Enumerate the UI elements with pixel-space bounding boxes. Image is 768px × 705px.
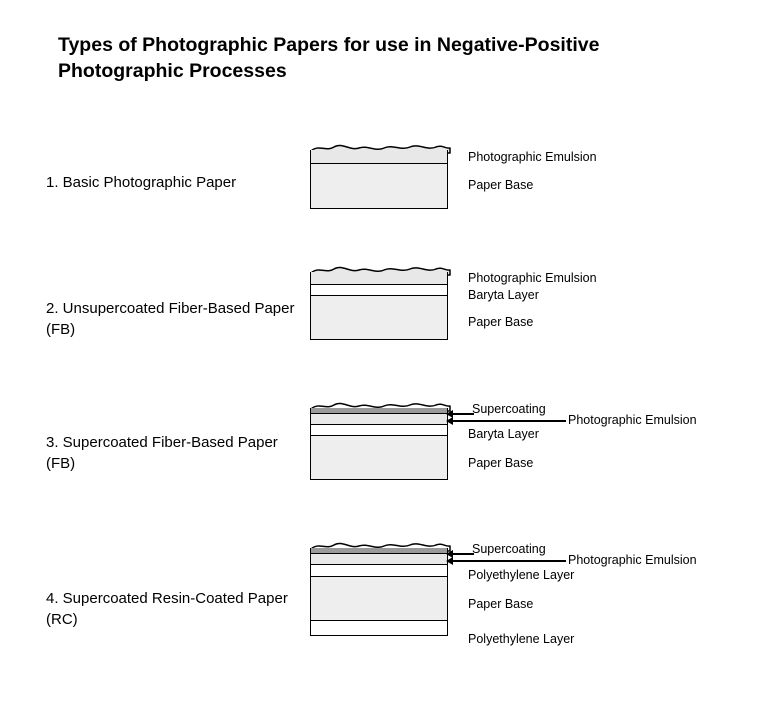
diagram-label-3: 3. Supercoated Fiber-Based Paper (FB) [46, 434, 278, 472]
callout-supercoating-3: Supercoating [472, 402, 546, 416]
paper-stack-3 [310, 398, 448, 480]
callout-baryta-3: Baryta Layer [468, 427, 539, 441]
layer-photographic-emulsion [310, 272, 448, 285]
callout-polyethylene-top-4: Polyethylene Layer [468, 568, 575, 582]
layer-photographic-emulsion [310, 554, 448, 565]
layer-baryta [310, 425, 448, 436]
leader-line-supercoating-3 [452, 413, 474, 415]
layer-polyethylene-top [310, 565, 448, 577]
layer-polyethylene-bottom [310, 621, 448, 636]
callout-photographic-emulsion-4: Photographic Emulsion [568, 553, 697, 567]
callout-supercoating-4: Supercoating [472, 542, 546, 556]
paper-stack-1 [310, 140, 448, 209]
leader-line-supercoating-4 [452, 553, 474, 555]
callout-photographic-emulsion-2: Photographic Emulsion [468, 271, 597, 285]
layer-paper-base [310, 436, 448, 480]
paper-stack-4 [310, 538, 448, 636]
arrowhead-emulsion-4 [446, 557, 453, 565]
callout-baryta-2: Baryta Layer [468, 288, 539, 302]
arrowhead-emulsion-3 [446, 417, 453, 425]
layer-paper-base [310, 164, 448, 209]
callout-polyethylene-bottom-4: Polyethylene Layer [468, 632, 575, 646]
callout-paper-base-4: Paper Base [468, 597, 534, 611]
page-title: Types of Photographic Papers for use in Negative-Positive Photographic Processes [58, 34, 600, 82]
callout-photographic-emulsion-3: Photographic Emulsion [568, 413, 697, 427]
leader-line-emulsion-3 [452, 420, 566, 422]
layer-paper-base [310, 296, 448, 340]
callout-paper-base-1: Paper Base [468, 178, 534, 192]
callout-photographic-emulsion-1: Photographic Emulsion [468, 150, 597, 164]
diagram-label-1: 1. Basic Photographic Paper [46, 174, 237, 191]
layer-paper-base [310, 577, 448, 621]
paper-stack-2 [310, 262, 448, 340]
layer-baryta [310, 285, 448, 296]
diagram-label-2: 2. Unsupercoated Fiber-Based Paper (FB) [46, 300, 295, 338]
layer-photographic-emulsion [310, 414, 448, 425]
leader-line-emulsion-4 [452, 560, 566, 562]
callout-paper-base-2: Paper Base [468, 315, 534, 329]
diagram-label-4: 4. Supercoated Resin-Coated Paper (RC) [46, 590, 288, 628]
layer-photographic-emulsion [310, 150, 448, 164]
callout-paper-base-3: Paper Base [468, 456, 534, 470]
